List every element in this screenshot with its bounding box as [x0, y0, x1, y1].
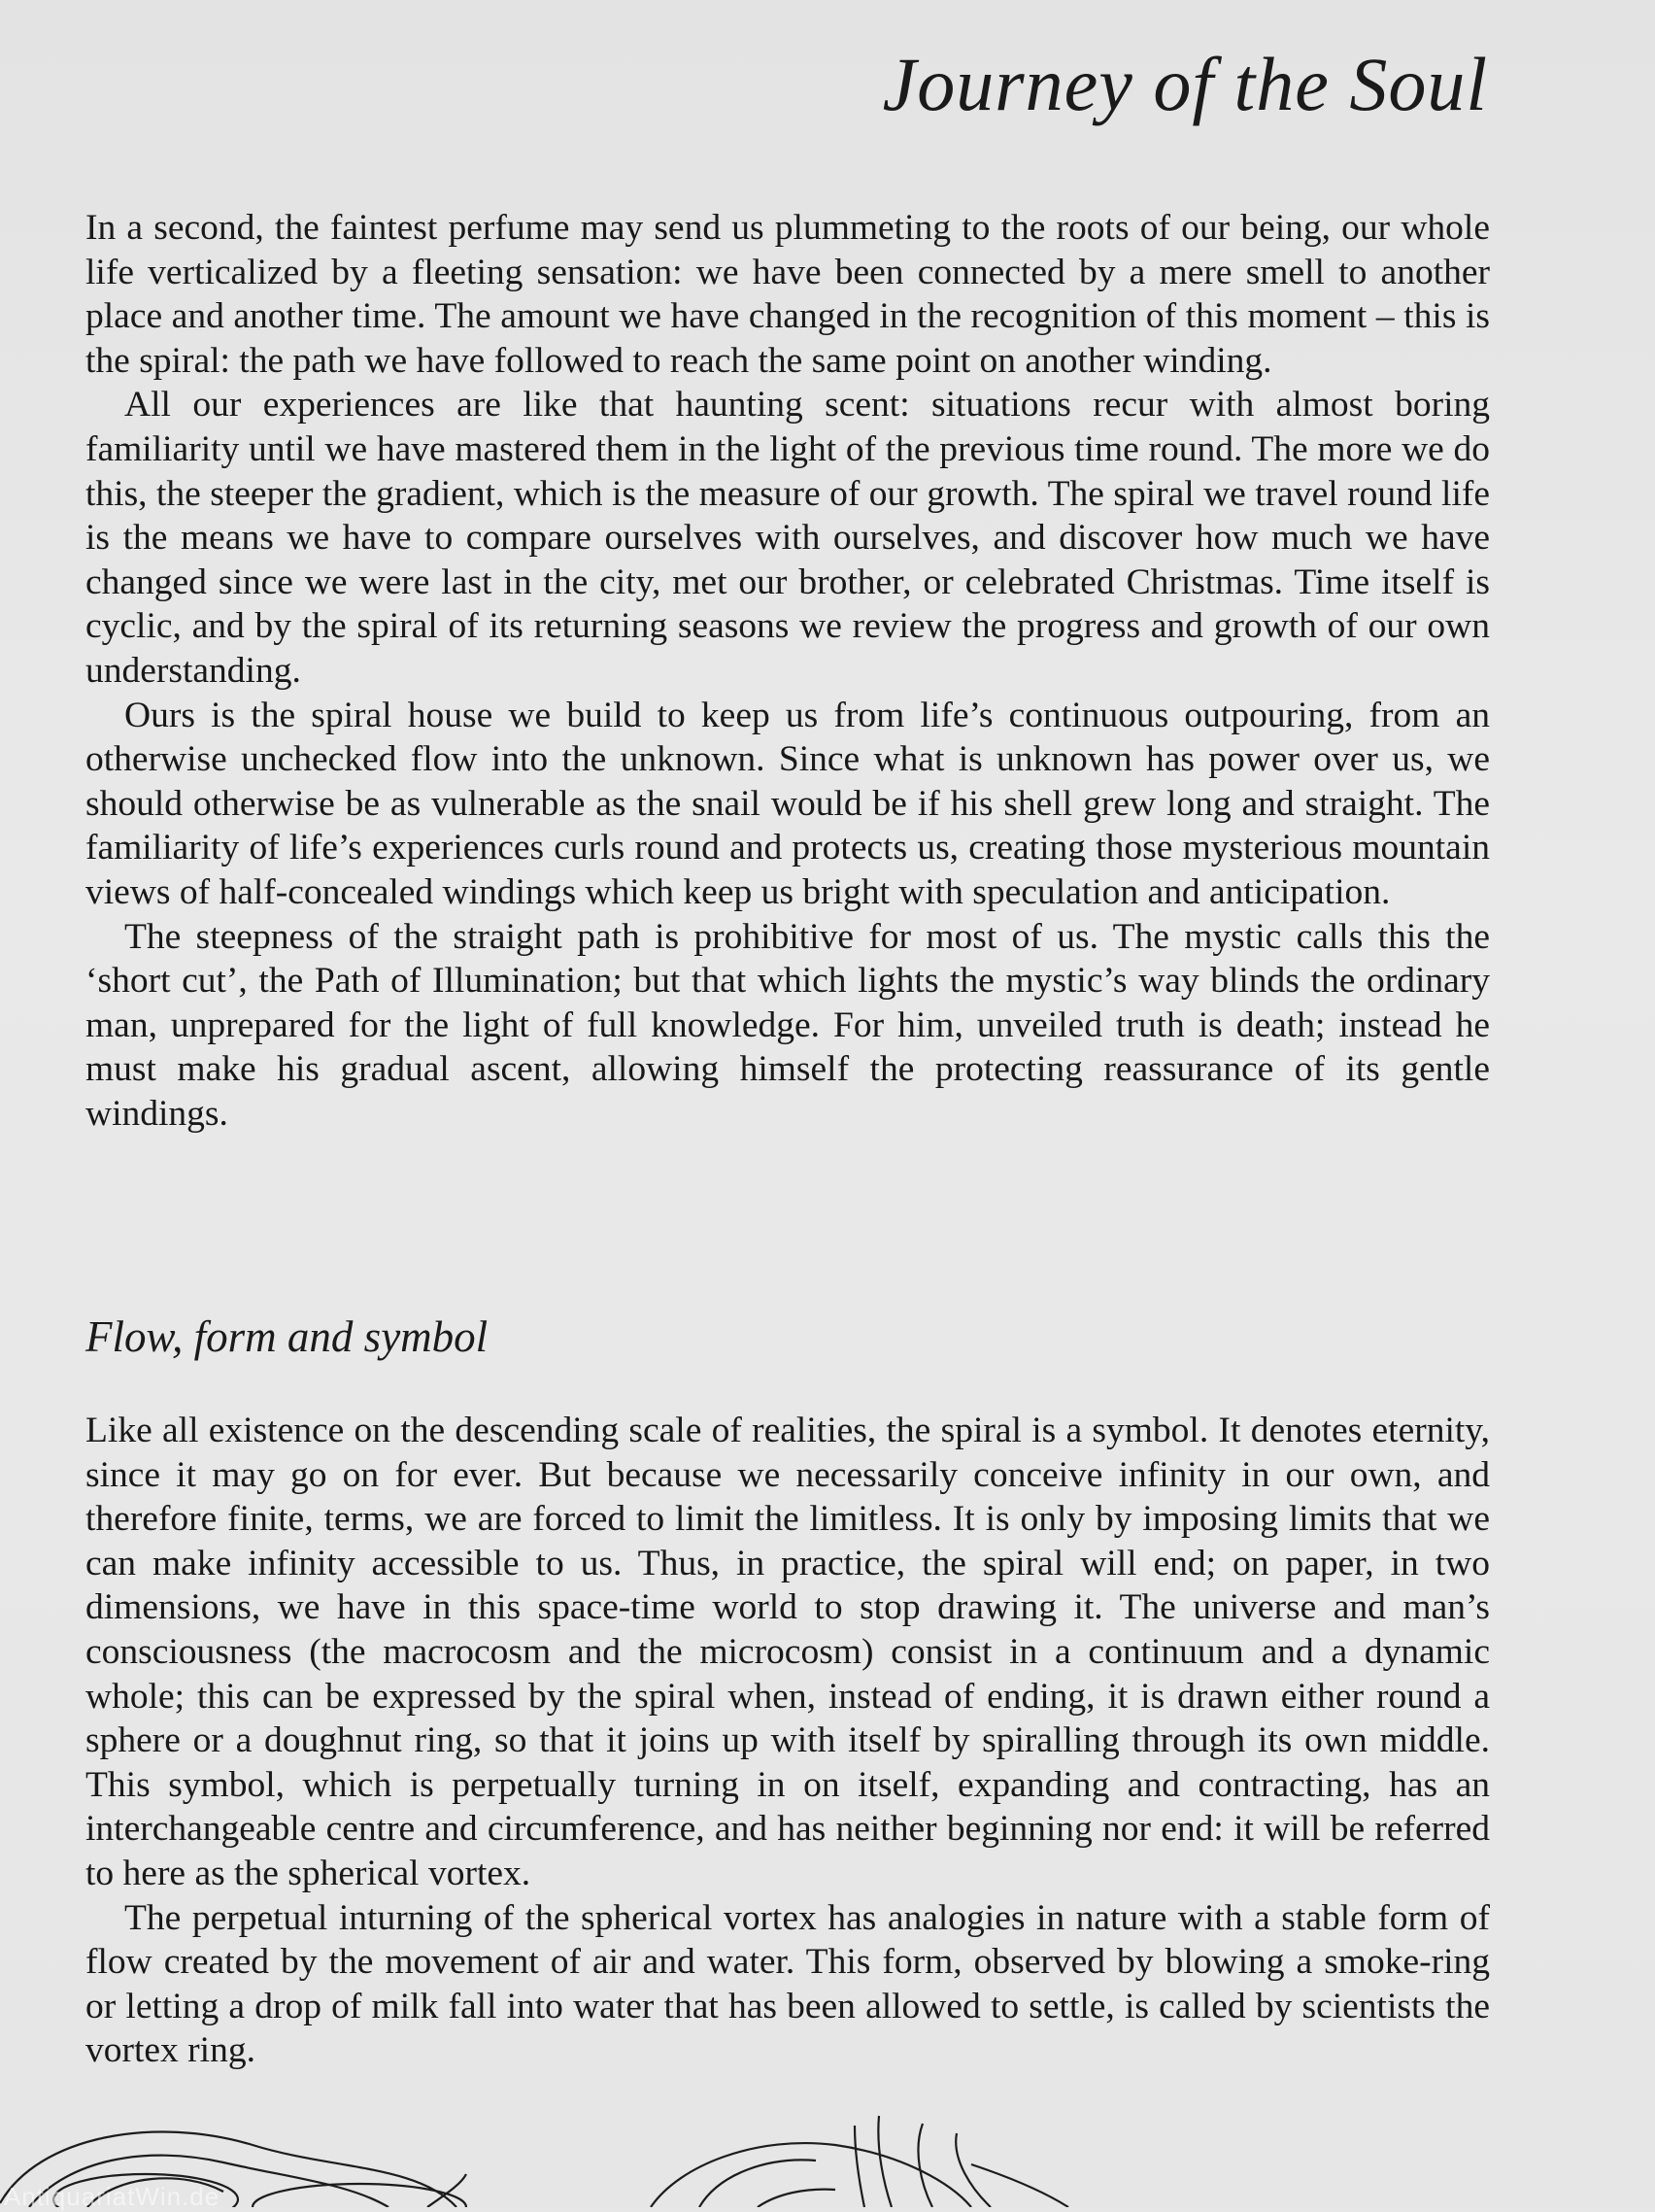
vortex-ring-right-line-6 — [971, 2164, 1068, 2207]
paragraph: The perpetual inturning of the spherical vortex has analogies in nature with a stable form of flow created by the movement of air and water. This form, observed by blowing a smoke-ring or letting a drop of milk fall into water that has been allowed to settle, is called by scientists the vortex ring. — [85, 1897, 1490, 2071]
paragraph: Ours is the spiral house we build to keep us from life’s continuous outpouring, from an otherwise unchecked flow into the unknown. Since what is unknown has power over us, we should otherwise be as vulnerable as the snail would be if his shell grew long and straight. The familiarity of life’s experiences curls round and protects us, creating those mysterious mountain views of half-concealed windings which keep us bright with speculation and anticipation. — [85, 695, 1490, 912]
paragraph: The steepness of the straight path is prohibitive for most of us. The mystic calls this the ‘short cut’, the Path of Illumination; but that which lights the mystic’s way blinds the ordinary man, unprepared for the light of full knowledge. For him, unveiled truth is death; instead he must make his gradual ascent, allowing himself the protecting reassurance of its gentle windings. — [85, 916, 1490, 1134]
vortex-ring-right-outer — [651, 2143, 971, 2207]
paragraph: In a second, the faintest perfume may send us plummeting to the roots of our being, our whole life verticalized by a fleeting sensation: we have been connected by a mere smell to another place and another time. The amount we have changed in the recognition of this moment – this is the spiral: the path we have followed to reach the same point on another winding. — [85, 208, 1490, 381]
vortex-ring-right-line-4 — [918, 2124, 932, 2207]
section-heading: Flow, form and symbol — [85, 1312, 489, 1361]
vortex-ring-illustration — [0, 2106, 1655, 2207]
paragraph: Like all existence on the descending scale of realities, the spiral is a symbol. It denotes eternity, since it may go on for ever. But because we necessarily conceive infinity in our own, and therefore finite, terms, we are forced to limit the limitless. It is only by imposing limits that we can make infinity accessible to us. Thus, in practice, the spiral will end; on paper, in two dimensions, we have in this space-time world to stop drawing it. The universe and man’s consciousness (the macrocosm and the microcosm) consist in a continuum and a dynamic whole; this can be expressed by the spiral when, instead of ending, it is drawn either round a sphere or a doughnut ring, so that it joins up with itself by spiralling through its own middle. This symbol, which is perpetually turning in on itself, expanding and contracting, has an interchangeable centre and circumference, and has neither beginning nor end: it will be referred to here as the spherical vortex. — [85, 1411, 1490, 1893]
watermark: AntiquariatWin.de — [4, 2182, 220, 2211]
paragraph: All our experiences are like that haunting scent: situations recur with almost boring familiarity until we have mastered them in the light of the previous time round. The more we do this, the steeper the gradient, which is the measure of our growth. The spiral we travel round life is the means we have to compare ourselves with ourselves, and discover how much we have changed since we were last in the city, met our brother, or celebrated Christmas. Time itself is cyclic, and by the spiral of its returning seasons we review the progress and growth of our own understanding. — [85, 385, 1490, 691]
vortex-ring-right-line-3 — [878, 2116, 892, 2207]
vortex-ring-right-line-2 — [855, 2126, 864, 2207]
body-section-journey — [85, 206, 1490, 1136]
vortex-ring-right-line-7 — [758, 2190, 835, 2207]
vortex-ring-right-line-1 — [699, 2160, 816, 2207]
body-section-flow-form-symbol — [85, 1409, 1490, 2073]
running-head-title: Journey of the Soul — [882, 42, 1488, 126]
